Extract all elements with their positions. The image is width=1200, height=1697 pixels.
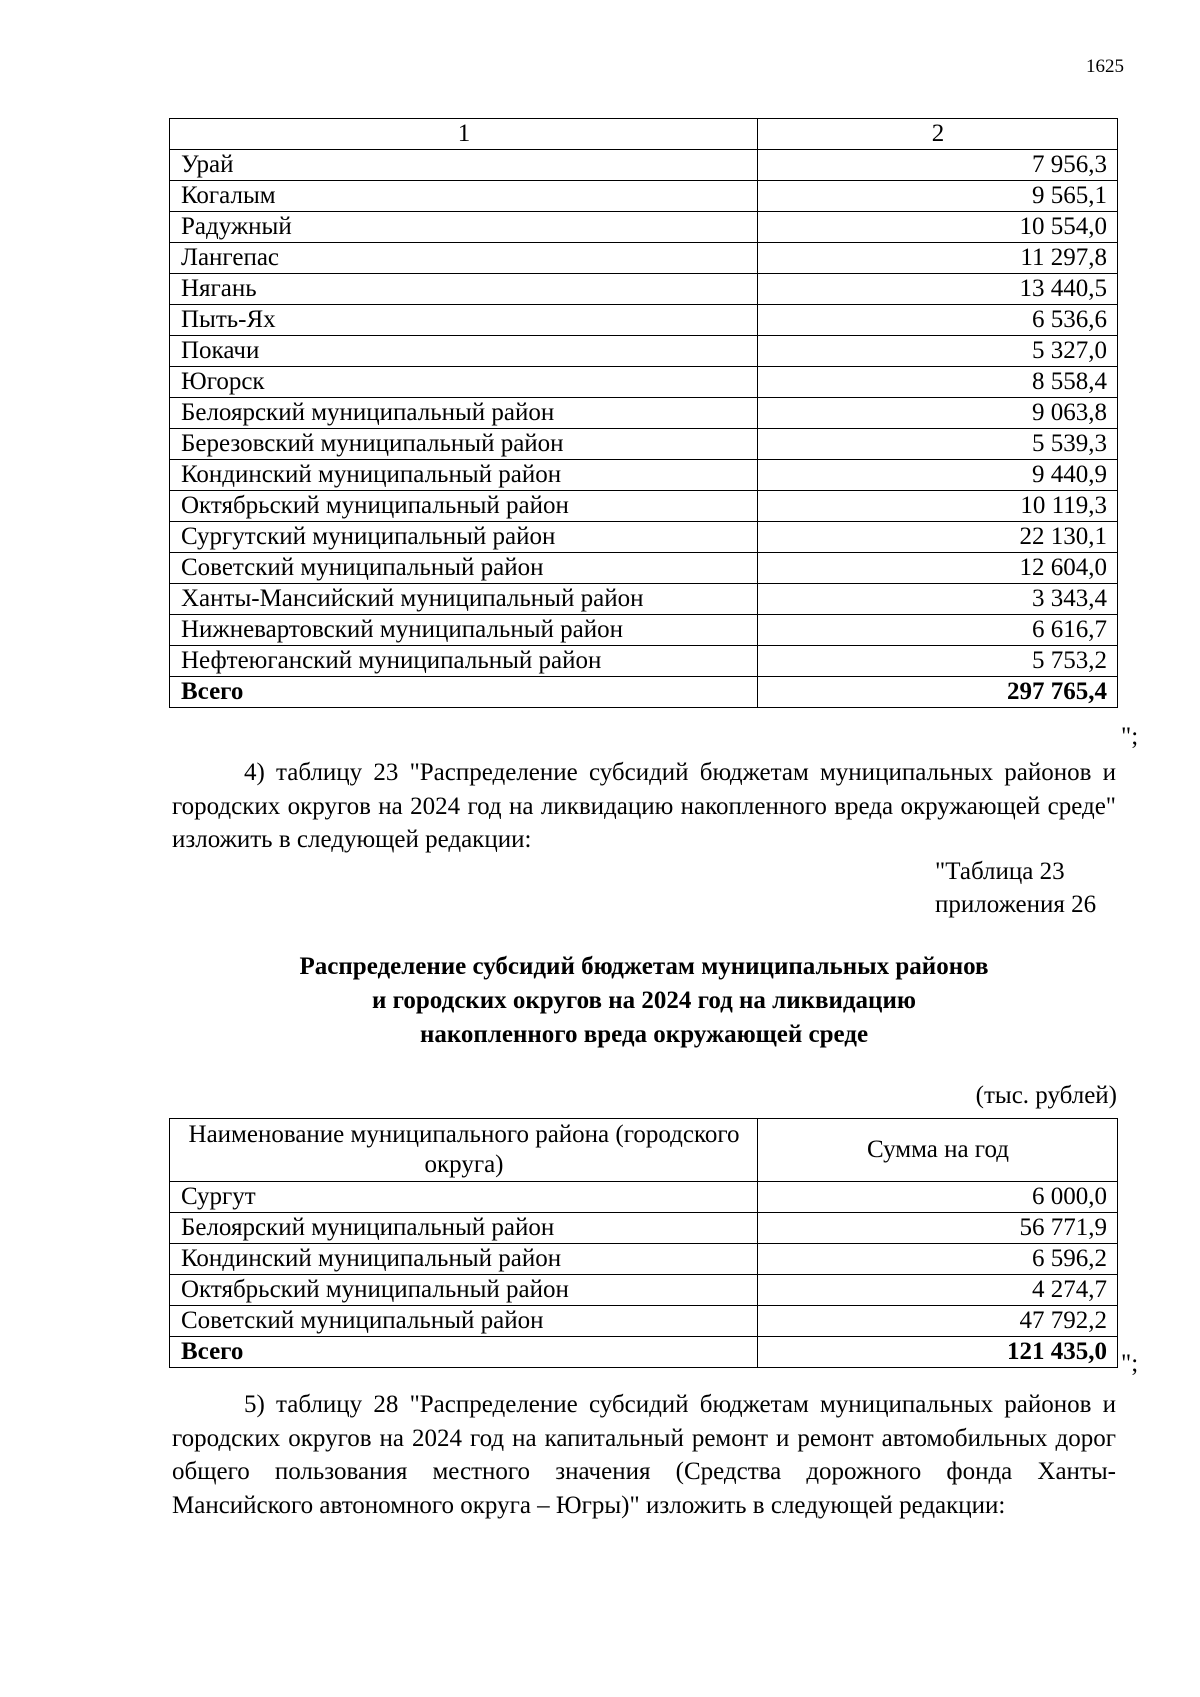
units-label: (тыс. рублей) (975, 1082, 1117, 1109)
table-row (170, 646, 1118, 677)
amount-value: 3 343,4 (758, 584, 1118, 615)
table-row (170, 615, 1118, 646)
total-value: 121 435,0 (758, 1337, 1118, 1368)
amount-value: 9 063,8 (758, 398, 1118, 429)
total-row (170, 677, 1118, 708)
header-municipality: Наименование муниципального района (городского округа) (170, 1119, 758, 1182)
column-number-2: 2 (758, 119, 1118, 150)
municipality-name: Югорск (170, 367, 758, 398)
table-row (170, 305, 1118, 336)
municipality-name: Советский муниципальный район (170, 553, 758, 584)
table-title-line-2: и городских округов на 2024 год на ликвидацию (372, 987, 916, 1014)
table-row (170, 1244, 1118, 1275)
amount-value: 47 792,2 (758, 1306, 1118, 1337)
total-row (170, 1337, 1118, 1368)
closing-quote-2: "; (1121, 1350, 1139, 1377)
header-amount: Сумма на год (758, 1119, 1118, 1182)
table-header-row (170, 1119, 1118, 1182)
amount-value: 13 440,5 (758, 274, 1118, 305)
column-number-1: 1 (170, 119, 758, 150)
table-row (170, 398, 1118, 429)
municipality-name: Нижневартовский муниципальный район (170, 615, 758, 646)
table-row (170, 1213, 1118, 1244)
table-header-row (170, 119, 1118, 150)
municipality-name: Октябрьский муниципальный район (170, 1275, 758, 1306)
municipality-name: Кондинский муниципальный район (170, 1244, 758, 1275)
amount-value: 9 440,9 (758, 460, 1118, 491)
table-row (170, 212, 1118, 243)
table-row (170, 1275, 1118, 1306)
amount-value: 5 327,0 (758, 336, 1118, 367)
municipality-name: Советский муниципальный район (170, 1306, 758, 1337)
municipality-name: Урай (170, 150, 758, 181)
amount-value: 8 558,4 (758, 367, 1118, 398)
table-row (170, 522, 1118, 553)
municipality-name: Ханты-Мансийский муниципальный район (170, 584, 758, 615)
appendix-label-annex: приложения 26 (935, 891, 1097, 918)
table-title-line-1: Распределение субсидий бюджетам муниципальных районов (299, 953, 989, 980)
municipality-name: Когалым (170, 181, 758, 212)
closing-quote-1: "; (1121, 723, 1139, 750)
table-row (170, 181, 1118, 212)
municipality-name: Белоярский муниципальный район (170, 1213, 758, 1244)
page-number: 1625 (1086, 56, 1124, 77)
amount-value: 6 616,7 (758, 615, 1118, 646)
municipality-name: Березовский муниципальный район (170, 429, 758, 460)
table-row (170, 336, 1118, 367)
appendix-label-table: "Таблица 23 (935, 858, 1065, 885)
table-row (170, 429, 1118, 460)
table-row (170, 243, 1118, 274)
table-row (170, 1306, 1118, 1337)
municipality-name: Кондинский муниципальный район (170, 460, 758, 491)
municipality-name: Белоярский муниципальный район (170, 398, 758, 429)
table-row (170, 367, 1118, 398)
total-label: Всего (170, 1337, 758, 1368)
total-label: Всего (170, 677, 758, 708)
amount-value: 6 000,0 (758, 1182, 1118, 1213)
amount-value: 4 274,7 (758, 1275, 1118, 1306)
table-row (170, 460, 1118, 491)
paragraph-4: 4) таблицу 23 "Распределение субсидий бюджетам муниципальных районов и городских округов на 2024 год на ликвидацию накопленного вреда окружающей среде" изложить в следующей редакции: (172, 759, 1116, 853)
amount-value: 56 771,9 (758, 1213, 1118, 1244)
amount-value: 10 554,0 (758, 212, 1118, 243)
municipality-name: Радужный (170, 212, 758, 243)
total-value: 297 765,4 (758, 677, 1118, 708)
amount-value: 5 753,2 (758, 646, 1118, 677)
amount-value: 11 297,8 (758, 243, 1118, 274)
municipality-name: Покачи (170, 336, 758, 367)
table-row (170, 150, 1118, 181)
table-row (170, 491, 1118, 522)
table-row (170, 274, 1118, 305)
municipality-name: Пыть-Ях (170, 305, 758, 336)
amount-value: 9 565,1 (758, 181, 1118, 212)
subsidy-table-continued (169, 118, 1118, 708)
table-row (170, 553, 1118, 584)
table-row (170, 584, 1118, 615)
amount-value: 12 604,0 (758, 553, 1118, 584)
amount-value: 10 119,3 (758, 491, 1118, 522)
amount-value: 6 596,2 (758, 1244, 1118, 1275)
municipality-name: Сургут (170, 1182, 758, 1213)
municipality-name: Нягань (170, 274, 758, 305)
amount-value: 5 539,3 (758, 429, 1118, 460)
municipality-name: Октябрьский муниципальный район (170, 491, 758, 522)
amount-value: 6 536,6 (758, 305, 1118, 336)
table-row (170, 1182, 1118, 1213)
subsidy-table-23 (169, 1118, 1118, 1368)
paragraph-5: 5) таблицу 28 "Распределение субсидий бюджетам муниципальных районов и городских округов на 2024 год на капитальный ремонт и ремонт автомобильных дорог общего пользования местного значения (Средства дорожного фонда Ханты-Мансийского автономного округа – Югры)" изложить в следующей редакции: (172, 1391, 1116, 1519)
table-title-line-3: накопленного вреда окружающей среде (419, 1021, 869, 1048)
municipality-name: Нефтеюганский муниципальный район (170, 646, 758, 677)
amount-value: 22 130,1 (758, 522, 1118, 553)
municipality-name: Сургутский муниципальный район (170, 522, 758, 553)
municipality-name: Лангепас (170, 243, 758, 274)
amount-value: 7 956,3 (758, 150, 1118, 181)
